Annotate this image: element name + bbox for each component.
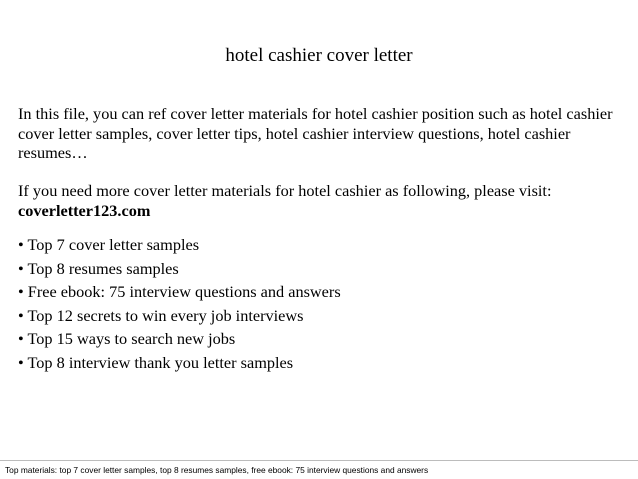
website-link[interactable]: coverletter123.com (18, 200, 151, 220)
footer-bar: Top materials: top 7 cover letter samples, top 8 resumes samples, free ebook: 75 interview questions and answers (0, 460, 638, 479)
list-item: • Top 7 cover letter samples (18, 235, 200, 255)
document-body (18, 104, 626, 374)
list-item: • Top 12 secrets to win every job interviews (18, 305, 304, 325)
visit-paragraph (18, 181, 626, 220)
list-item: • Top 15 ways to search new jobs (18, 329, 236, 349)
visit-text: If you need more cover letter materials for hotel cashier as following, please visit: (18, 181, 552, 200)
list-item: • Top 8 resumes samples (18, 258, 179, 278)
intro-paragraph: In this file, you can ref cover letter materials for hotel cashier position such as hotel cashier cover letter samples, cover letter tips, hotel cashier interview questions, hotel cashier resumes… (18, 104, 613, 163)
page-title: hotel cashier cover letter (225, 45, 413, 66)
list-item: • Free ebook: 75 interview questions and answers (18, 282, 341, 302)
materials-list (18, 233, 626, 374)
list-item: • Top 8 interview thank you letter samples (18, 352, 294, 372)
